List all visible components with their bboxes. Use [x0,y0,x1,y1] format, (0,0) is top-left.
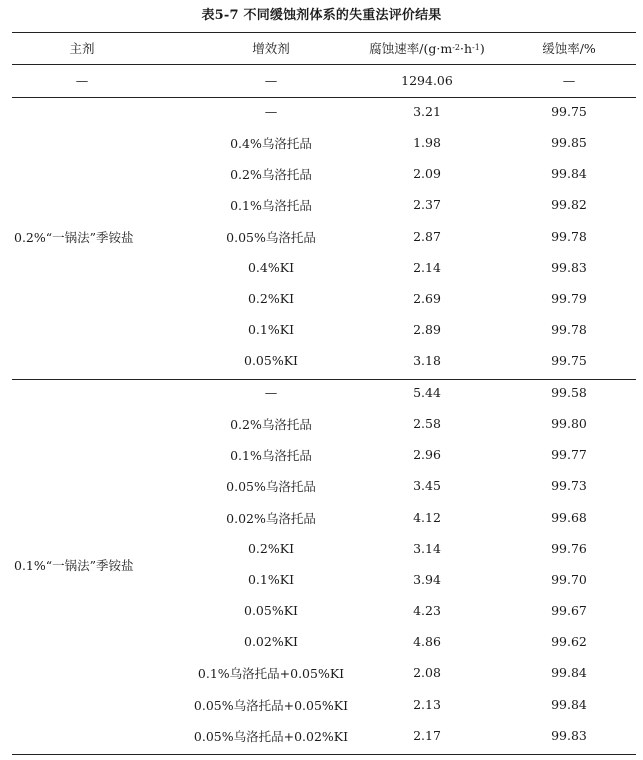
table-row [12,158,636,189]
table-row [12,595,636,626]
header-rate-suffix: ) [479,40,485,56]
synergist-cell: — [264,385,278,400]
table-row [12,720,636,751]
table-row-blank [12,64,636,97]
blank-main: — [75,73,89,88]
table-row [12,283,636,314]
blank-synergist: — [264,73,278,88]
efficiency-cell: 99.68 [551,510,587,525]
table-header-row [12,32,636,64]
rate-cell: 2.69 [413,291,441,306]
synergist-cell: 0.2%乌洛托品 [230,416,312,432]
rate-cell: 3.14 [413,541,441,556]
efficiency-cell: 99.75 [551,104,587,119]
synergist-cell: 0.1%乌洛托品 [230,447,312,463]
rate-cell: 2.89 [413,322,441,337]
rate-cell: 1.98 [413,135,441,150]
synergist-cell: 0.05%KI [244,353,298,368]
group-2-main-agent: 0.1%“一锅法”季铵盐 [14,558,134,573]
table-row [12,626,636,657]
table-title: 表5-7 不同缓蚀剂体系的失重法评价结果 [201,8,442,23]
rate-cell: 4.23 [413,603,441,618]
table-row [12,377,636,408]
blank-rate: 1294.06 [401,73,453,88]
header-main-agent: 主剂 [69,41,95,56]
header-corrosion-rate: 腐蚀速率/(g·m -2 ·h -1 ) [369,40,485,56]
efficiency-cell: 99.79 [551,291,587,306]
synergist-cell: 0.2%KI [247,291,295,306]
synergist-cell: 0.05%乌洛托品+0.05%KI [193,697,349,713]
synergist-cell: 0.02%乌洛托品 [226,510,316,526]
efficiency-cell: 99.83 [551,728,587,743]
table-row [12,314,636,345]
efficiency-cell: 99.58 [551,385,587,400]
efficiency-cell: 99.84 [551,697,587,712]
efficiency-cell: 99.70 [551,572,587,587]
rate-cell: 2.87 [413,229,441,244]
synergist-cell: 0.1%乌洛托品+0.05%KI [197,665,345,681]
table-row [12,502,636,533]
table-row [12,657,636,688]
rate-cell: 3.45 [413,478,441,493]
efficiency-cell: 99.78 [551,322,587,337]
rate-cell: 4.86 [413,634,441,649]
synergist-cell: 0.02%KI [244,634,298,649]
rate-cell: 3.94 [413,572,441,587]
efficiency-cell: 99.77 [551,447,587,462]
rate-cell: 2.08 [413,665,441,680]
table-row [12,189,636,220]
rate-cell: 2.09 [413,166,441,181]
synergist-cell: — [264,104,278,119]
rate-cell: 3.21 [413,104,441,119]
synergist-cell: 0.1%KI [247,322,295,337]
synergist-cell: 0.4%KI [247,260,295,275]
synergist-cell: 0.4%乌洛托品 [230,135,312,151]
rate-cell: 3.18 [413,353,441,368]
table-row [12,96,636,127]
synergist-cell: 0.1%乌洛托品 [230,197,312,213]
synergist-cell: 0.05%KI [244,603,298,618]
efficiency-cell: 99.76 [551,541,587,556]
efficiency-cell: 99.62 [551,634,587,649]
table-row [12,533,636,564]
table-row [12,470,636,501]
table-row [12,439,636,470]
table-row [12,689,636,720]
synergist-cell: 0.05%乌洛托品 [226,478,316,494]
rate-cell: 4.12 [413,510,441,525]
table-row [12,564,636,595]
efficiency-cell: 99.78 [551,229,587,244]
header-rate-mid: ·h [460,40,473,56]
efficiency-cell: 99.82 [551,197,587,212]
synergist-cell: 0.1%KI [247,572,295,587]
rate-cell: 2.17 [413,728,441,743]
efficiency-cell: 99.85 [551,135,587,150]
efficiency-cell: 99.80 [551,416,587,431]
efficiency-cell: 99.83 [551,260,587,275]
rate-cell: 2.37 [413,197,441,212]
efficiency-cell: 99.84 [551,166,587,181]
synergist-cell: 0.2%乌洛托品 [230,166,312,182]
header-rate-prefix: 腐蚀速率/(g·m [369,41,453,56]
table-row [12,221,636,252]
bottom-rule [12,754,636,755]
header-synergist: 增效剂 [252,41,290,56]
rate-cell: 2.58 [413,416,441,431]
group-1-main-agent: 0.2%“一锅法”季铵盐 [14,230,134,245]
header-inhibition-efficiency: 缓蚀率/% [542,41,596,56]
efficiency-cell: 99.73 [551,478,587,493]
table-row [12,408,636,439]
efficiency-cell: 99.67 [551,603,587,618]
synergist-cell: 0.2%KI [247,541,295,556]
rate-cell: 2.14 [413,260,441,275]
rate-cell: 2.13 [413,697,441,712]
blank-efficiency: — [562,73,576,88]
table-row [12,345,636,376]
table-row [12,252,636,283]
synergist-cell: 0.05%乌洛托品+0.02%KI [193,728,349,744]
rate-cell: 5.44 [413,385,441,400]
synergist-cell: 0.05%乌洛托品 [226,229,316,245]
table-row [12,127,636,158]
efficiency-cell: 99.84 [551,665,587,680]
rate-cell: 2.96 [413,447,441,462]
efficiency-cell: 99.75 [551,353,587,368]
